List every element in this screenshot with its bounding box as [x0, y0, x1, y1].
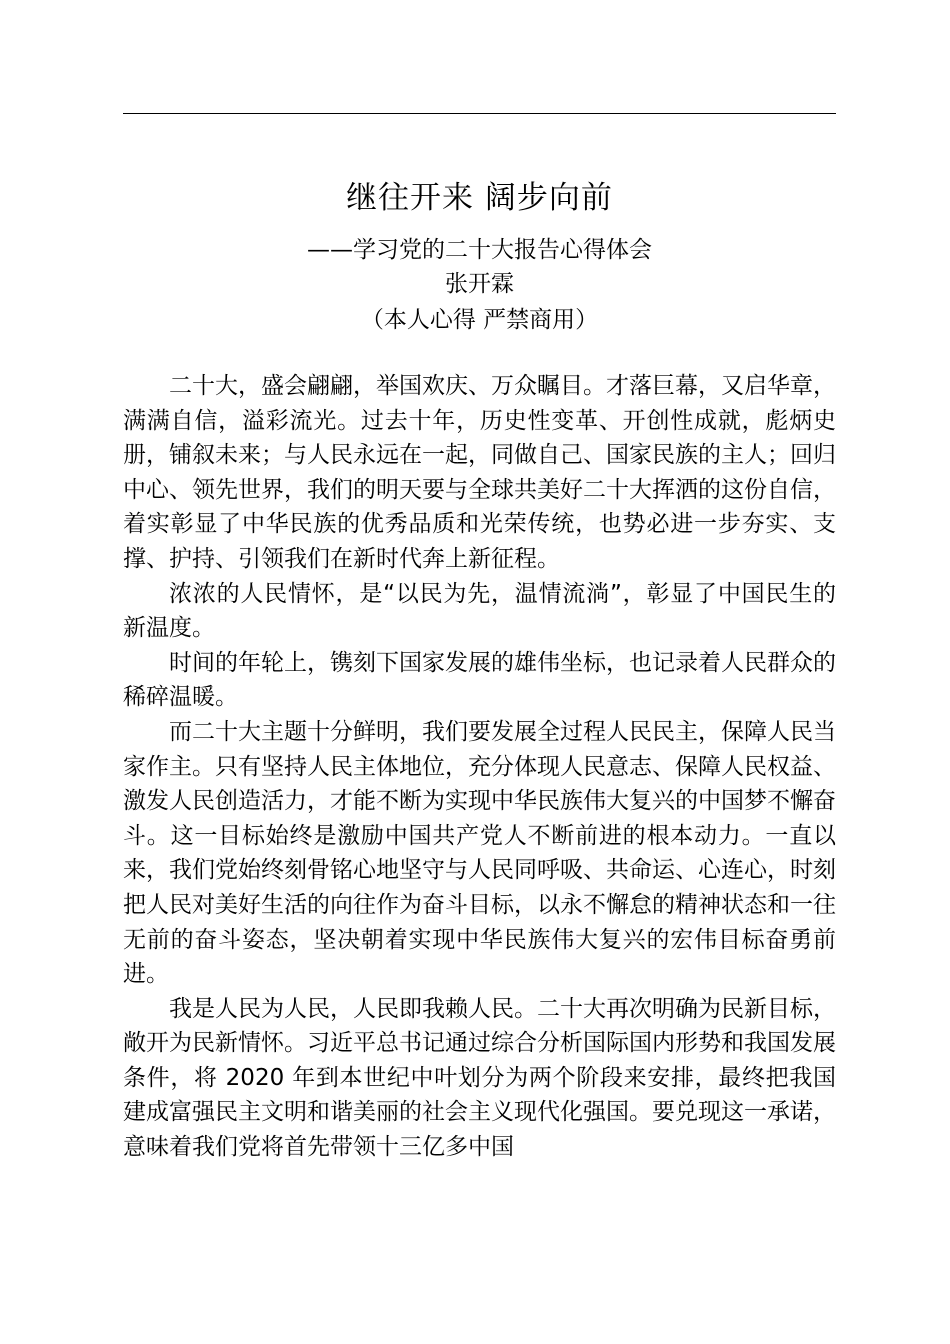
document-body: [123, 369, 836, 1165]
paragraph-3: 时间的年轮上，镌刻下国家发展的雄伟坐标，也记录着人民群众的稀碎温暖。: [123, 649, 836, 711]
document-subtitle: ——学习党的二十大报告心得体会: [307, 237, 652, 263]
paragraph-5: 我是人民为人民，人民即我赖人民。二十大再次明确为民新目标，敞开为民新情怀。习近平总书记通过综合分析国际国内形势和我国发展条件，将 2020 年到本世纪中叶划分为两个阶段来安排，最终把我国建成富强民主文明和谐美丽的社会主义现代化强国。要兑现这一承诺，意味着我们党将首先带领十三亿多中国: [123, 995, 836, 1161]
paragraph-2: 浓浓的人民情怀，是“以民为先，温情流淌”，彰显了中国民生的新温度。: [123, 580, 836, 642]
document-author: 张开霖: [445, 271, 514, 297]
header-rule: [123, 113, 836, 114]
paragraph-1: 二十大，盛会翩翩，举国欢庆、万众瞩目。才落巨幕，又启华章，满满自信，溢彩流光。过去十年，历史性变革、开创性成就，彪炳史册，铺叙未来；与人民永远在一起，同做自己、国家民族的主人；回归中心、领先世界，我们的明天要与全球共美好二十大挥洒的这份自信，着实彰显了中华民族的优秀品质和光荣传统，也势必进一步夯实、支撑、护持、引领我们在新时代奔上新征程。: [123, 373, 836, 572]
paragraph-4: 而二十大主题十分鲜明，我们要发展全过程人民民主，保障人民当家作主。只有坚持人民主体地位，充分体现人民意志、保障人民权益、激发人民创造活力，才能不断为实现中华民族伟大复兴的中国梦不懈奋斗。这一目标始终是激励中国共产党人不断前进的根本动力。一直以来，我们党始终刻骨铭心地坚守与人民同呼吸、共命运、心连心，时刻把人民对美好生活的向往作为奋斗目标，以永不懈怠的精神状态和一往无前的奋斗姿态，坚决朝着实现中华民族伟大复兴的宏伟目标奋勇前进。: [123, 718, 836, 988]
document-title: 继往开来 阔步向前: [346, 180, 613, 216]
document-note: （本人心得 严禁商用）: [360, 307, 599, 333]
